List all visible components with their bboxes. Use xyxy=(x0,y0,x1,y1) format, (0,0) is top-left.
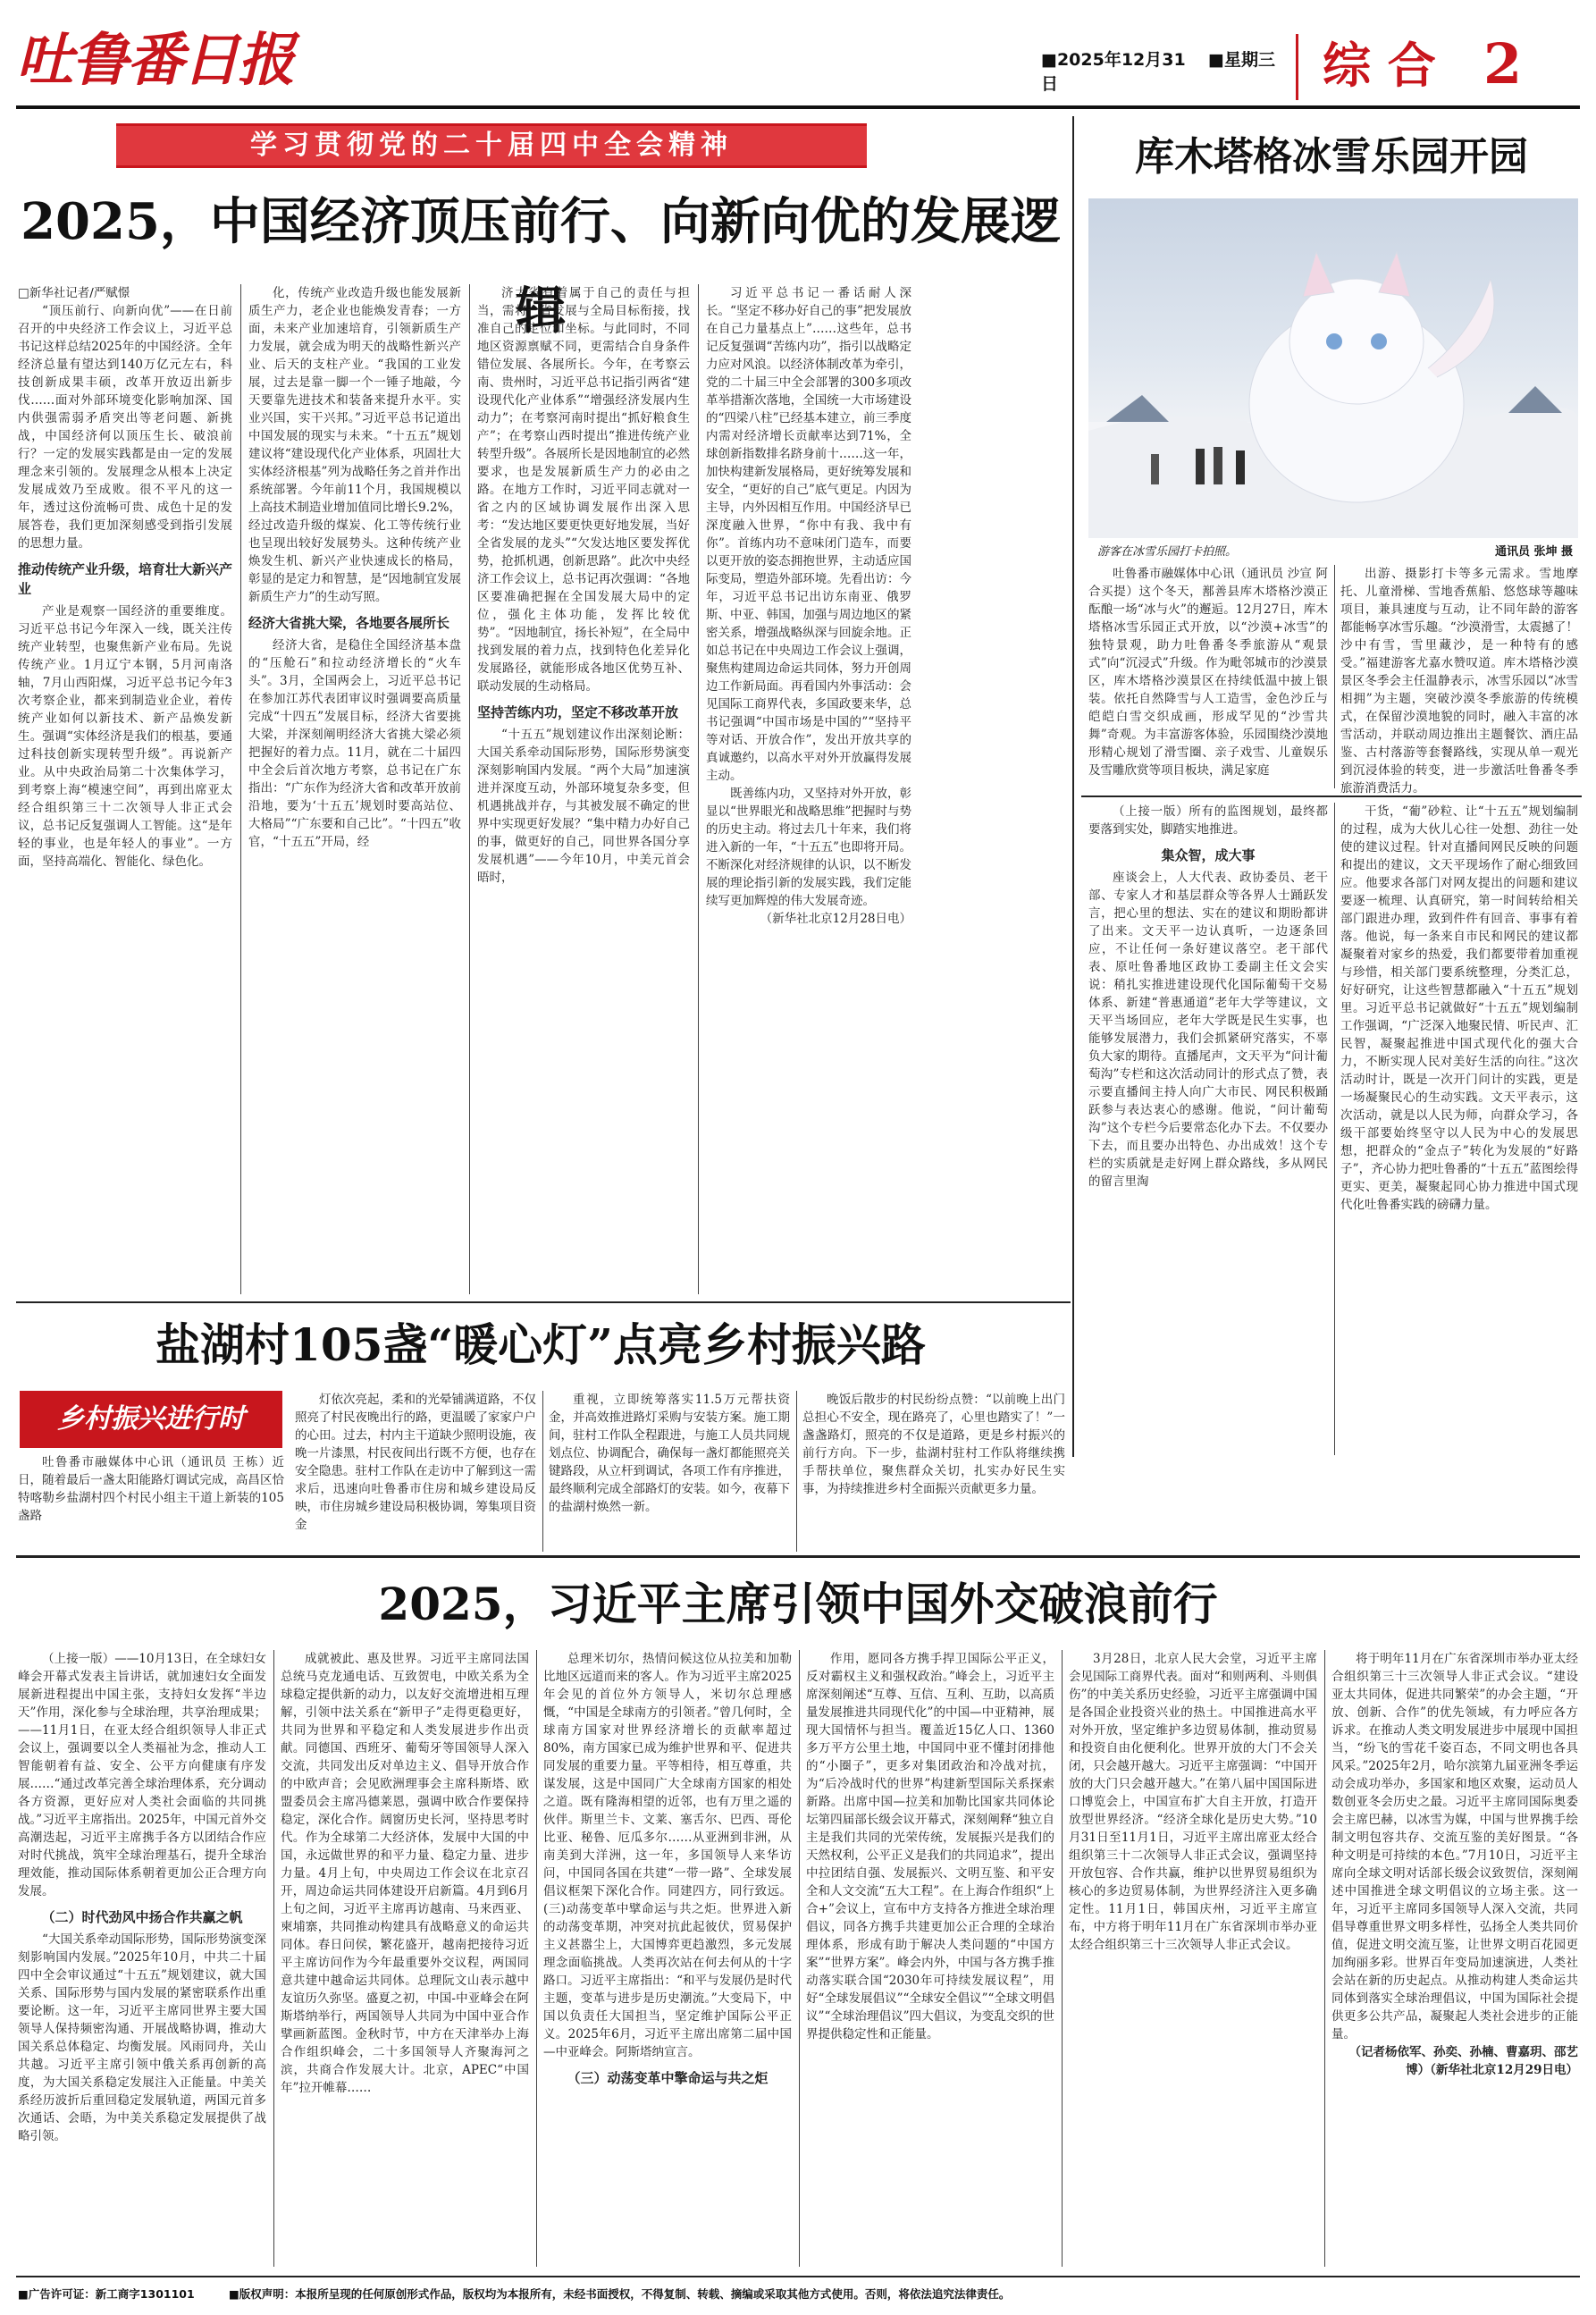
col-divider xyxy=(240,284,241,1294)
col-divider xyxy=(469,284,470,1294)
diplomacy-column-2 xyxy=(281,1650,529,2269)
copyright-notice: ■版权声明：本报所呈现的任何原创形式作品，版权均为本报所有，未经书面授权，不得复制、转载、摘编或采取其他方式使用。否则，将依法追究法律责任。 xyxy=(229,2287,1011,2301)
col-divider xyxy=(1062,1650,1063,2267)
section-rule xyxy=(16,1555,1580,1558)
snow-sculpture-illustration xyxy=(1088,198,1578,538)
col-divider xyxy=(542,1391,543,1552)
lead-subhead-3: 坚持苦练内功，坚定不移改革开放 xyxy=(477,704,679,720)
village-column-1 xyxy=(18,1453,284,1552)
footer-rule xyxy=(16,2276,1580,2277)
ice-photo xyxy=(1088,198,1578,538)
village-column-2 xyxy=(295,1391,536,1552)
village-column-3 xyxy=(549,1391,790,1552)
diplomacy-para-5: 作用，愿同各方携手捍卫国际公平正义，反对霸权主义和强权政治。”峰会上，习近平主席深刻阐述“互尊、互信、互利、互助，以高质量发展推进共同现代化”的中国—中亚精神，展现大国情怀与担当。覆盖近15亿人口、1360多万平方公里土地，中国同中亚不懂封闭排他的“小圈子”，更多对集团政治和冷战对抗，为“后冷战时代的世界”构建新型国际关系探索新路。出席中国—拉美和加勒比国家共同体论坛第四届部长级会议开幕式，深刻阐释“独立自主是我们共同的光荣传统，发展振兴是我们的天然权利，公平正义是我们的共同追求”，提出中拉团结自强、发展振兴、文明互鉴、和平安全和人文交流“五大工程”。在上海合作组织“上合+”会议上，宣布中方支持各方推进全球治理倡议，同各方携手共建更加公正合理的全球治理体系，形成有助于解决人类问题的“中国方案”“世界方案”。峰会内外，中国与各方携手推动落实联合国“2030年可持续发展议程”，用好“全球发展倡议”“全球安全倡议”“全球文明倡议”“全球治理倡议”四大倡议，为变乱交织的世界提供稳定性和正能量。 xyxy=(806,1652,1054,2041)
ad-license: ■广告许可证：新工商字1301101 xyxy=(18,2287,195,2301)
diplomacy-para-6: 3月28日，北京人民大会堂，习近平主席会见国际工商界代表。面对“和则两利、斗则俱伤”的中美关系历史经验，习近平主席强调中国是各国企业投资兴业的热土。中国推进高水平对外开放，坚定维护多边贸易体制，推动贸易和投资自由化便利化。世界开放的大门不会关闭，只会越开越大。习近平主席强调：“中国开放的大门只会越开越大。”在第八届中国国际进口博览会上，中国宣布扩大自主开放，打造开放型世界经济。“经济全球化是历史大势。”10月31日至11月1日，习近平主席出席亚太经合组织第三十二次领导人非正式会议，强调坚持开放包容、合作共赢，维护以世界贸易组织为核心的多边贸易体制，为世界经济注入更多确定性。11月1日，韩国庆州，习近平主席宣布，中方将于明年11月在广东省深圳市举办亚太经合组织第三十三次领导人非正式会议。 xyxy=(1069,1652,1317,1952)
ice-para-2: 出游、摄影打卡等多元需求。雪地摩托、儿童滑梯、雪地香蕉船、悠悠球等趣味项目，兼具速度与互动，让不同年龄的游客都能畅享冰雪乐趣。“沙漠滑雪，太震撼了！沙中有雪，雪里藏沙，是一种特有的感受。”福建游客尤嘉水赞叹道。库木塔格沙漠景区冬季会主任温静表示，冰雪乐园以“冰雪相拥”为主题，突破沙漠冬季旅游的传统模式，在保留沙漠地貌的同时，融入丰富的冰雪活动，并联动周边推出主题餐饮、酒庄品鉴、古村落游等套餐路线，实现从单一观光到沉浸体验的转变，进一步激活吐鲁番冬季旅游消费活力。 xyxy=(1340,567,1578,796)
issue-date: ■2025年12月31日 xyxy=(1041,50,1186,94)
diplomacy-column-6 xyxy=(1331,1650,1578,2269)
village-para-1: 吐鲁番市融媒体中心讯（通讯员 王栋）近日，随着最后一盏太阳能路灯调试完成，高昌区恰特喀勒乡盐湖村四个村民小组主干道上新装的105盏路 xyxy=(18,1455,284,1523)
diplomacy-subhead-1: （二）时代劲风中扬合作共赢之帆 xyxy=(41,1909,243,1925)
lead-headline: 2025，中国经济顶压前行、向新向优的发展逻辑 xyxy=(21,192,1061,341)
diplomacy-column-1 xyxy=(18,1650,266,2269)
lead-column-4 xyxy=(706,284,911,1296)
page-number: 2 xyxy=(1483,31,1523,97)
section-rule xyxy=(1081,796,1582,797)
diplomacy-para-2: “大国关系牵动国际形势，国际形势演变深刻影响国内发展。”2025年10月，中共二十届四中全会审议通过“十五五”规划建议，就大国关系、国际形势与国内发展的紧密联系作出重要论断。这一年，习近平主席同世界主要大国领导人保持频密沟通、开展战略协调，推动大国关系总体稳定、均衡发展。风雨同舟，关山共越。习近平主席引领中俄关系再创新的高度，为大国关系稳定发展注入正能量。中美关系经历波折后重回稳定发展轨道，两国元首多次通话、会晤，为中美关系稳定发展提供了战略引领。 xyxy=(18,1932,266,2143)
lead-column-1 xyxy=(18,284,232,1296)
people-column-1 xyxy=(1088,803,1328,1455)
col-divider xyxy=(698,284,699,1294)
diplomacy-para-1: （上接一版）——10月13日，在全球妇女峰会开幕式发表主旨讲话，就加速妇女全面发展新进程提出中国主张，支持妇女发挥“半边天”作用，深化参与全球治理，共享治理成果；——11月1日，在亚太经合组织领导人非正式会议上，强调要以全人类福祉为念，推动人工智能朝着有益、安全、公平方向健康有序发展……“通过改革完善全球治理体系，充分调动各方资源，更好应对人类社会面临的共同挑战。”习近平主席指出。2025年，中国元首外交高潮迭起，习近平主席携手各方以团结合作应对时代挑战，筑牢全球治理基石，提升全球治理效能，推动国际体系朝着更加公正合理方向发展。 xyxy=(18,1652,266,1898)
lead-para-8: 既善练内功，又坚持对外开放，彰显以“世界眼光和战略思维”把握时与势的历史主动。将过去几十年来，我们将进入新的一年，“十五五”也即将开局。不断深化对经济规律的认识，以不断发展的理论指引新的发展实践，我们定能续写更加辉煌的伟大发展奇迹。 xyxy=(706,787,911,908)
lead-column-3 xyxy=(477,284,690,1296)
section-divider xyxy=(1072,116,1074,1457)
diplomacy-headline: 2025，习近平主席引领中国外交破浪前行 xyxy=(378,1578,1218,1630)
col-divider xyxy=(1334,565,1335,788)
newspaper-logo: 吐鲁番日报 xyxy=(16,27,293,94)
diplomacy-column-4 xyxy=(806,1650,1054,2269)
section-rule xyxy=(16,1301,1071,1303)
lead-para-6: “十五五”规划建议作出深刻论断：大国关系牵动国际形势，国际形势演变深刻影响国内发展。“两个大局”加速演进并深度互动，外部环境复杂多变，但机遇挑战并存，与其被发展不确定的世界中实现更好发展？“集中精力办好自己的事，做更好的自己，同世界各国分享发展机遇”——今年10月，中美元首会晤时， xyxy=(477,728,690,885)
col-divider xyxy=(273,1650,274,2267)
col-divider xyxy=(796,1391,797,1552)
diplomacy-para-4: 总理米切尔，热情问候这位从拉美和加勒比地区远道而来的客人。作为习近平主席2025年会见的首位外方领导人，米切尔总理感慨，“中国是全球南方的引领者。”曾几何时，全球南方国家对世界经济增长的贡献率超过80%，南方国家已成为维护世界和平、促进共同发展的重要力量。平等相待，相互尊重，共谋发展，这是中国同广大全球南方国家的相处之道。既有隆海相望的近邻，也有万里之遥的伙伴。斯里兰卡、文莱、塞舌尔、巴西、哥伦比亚、秘鲁、厄瓜多尔……从亚洲到非洲，从南美到大洋洲，这一年，多国领导人来华访问，中国同各国在共建“一带一路”、全球发展倡议框架下深化合作。同建四方，同行致远。(三)动荡变革中擘命运与共之炬。世界进入新的动荡变革期，冲突对抗此起彼伏，贸易保护主义甚嚣尘上，大国博弈更趋激烈，多元发展理念面临挑战。人类再次站在何去何从的十字路口。习近平主席指出：“和平与发展仍是时代主题，变革与进步是历史潮流。”大变局下，中国以负责任大国担当，坚定维护国际公平正义。2025年6月，习近平主席出席第二届中国—中亚峰会。阿斯塔纳宣言。 xyxy=(543,1652,792,2059)
ice-photo-credit: 通讯员 张坤 摄 xyxy=(1494,545,1573,559)
village-para-3: 重视，立即统筹落实11.5万元帮扶资金，并高效推进路灯采购与安装方案。施工期间，驻村工作队全程跟进，与施工人员共同规划点位、协调配合，确保每一盏灯都能照亮关键路段，从立杆到调试，各项工作有序推进，最终顺利完成全部路灯的安装。如今，夜幕下的盐湖村焕然一新。 xyxy=(549,1393,790,1514)
diplomacy-para-3: 成就被此、惠及世界。习近平主席同法国总统马克龙通电话、互致贺电，中欧关系为全球稳定提供新的动力，以友好交流增进相互理解，引领中法关系在“新甲子”走得更稳更好，共同为世界和平稳定和人类发展进步作出贡献。同德国、西班牙、葡萄牙等国领导人深入交流，共同发出反对单边主义、倡导开放合作的中欧声音；会见欧洲理事会主席科斯塔、欧盟委员会主席冯德莱恩，强调中欧合作要保持稳定，深化合作。阔窗历史长河，坚持思考时代。作为全球第二大经济体，发展中大国的中国，永远做世界的和平力量、稳定力量、进步力量。4月上旬，中央周边工作会议在北京召开，周边命运共同体建设开启新篇。4月到6月上旬之间，习近平主席再访越南、马来西亚、柬埔寨，共同推动构建具有战略意义的命运共同体。春日问侯，繁花盛开，越南把接待习近平主席访问作为今年最重要外交议程，两国同意共建中越命运共同体。总理阮文山表示越中友谊历久弥坚。盛夏之初，中国-中亚峰会在阿斯塔纳举行，两国领导人共同为中国中亚合作擘画新蓝图。金秋时节，中方在天津举办上海合作组织峰会，二十多国领导人齐聚海河之滨，共商合作发展大计。北京，APEC“中国年”拉开帷幕…… xyxy=(281,1652,529,2095)
lead-credit: （新华社北京12月28日电） xyxy=(760,912,911,926)
lead-column-2 xyxy=(248,284,461,1296)
lead-para-4: 经济大省，是稳住全国经济基本盘的“压舱石”和拉动经济增长的“火车头”。3月，全国两会上，习近平总书记在参加江苏代表团审议时强调要高质量完成“十四五”发展目标，经济大省要挑大梁，并深刻阐明经济大省挑大梁必须把握好的着力点。11月，就在二十届四中全会后首次地方考察，总书记在广东指出：“广东作为经济大省和改革开放前沿地，要为‘十五五’规划时要高站位、大格局”“广东要和自己比”。“十四五”收官，“十五五”开局，经 xyxy=(248,638,461,849)
masthead xyxy=(0,0,1596,107)
col-divider xyxy=(799,1650,800,2267)
ice-column-1 xyxy=(1088,565,1328,788)
village-column-4 xyxy=(802,1391,1065,1552)
lead-para-7: 习近平总书记一番话耐人深长。“坚定不移办好自己的事”把发展放在自己力量基点上”……这些年，总书记反复强调“苦练内功”，指引以战略定力应对风浪。以经济体制改革为牵引，党的二十届三中全会部署的300多项改革举措渐次落地，全国统一大市场建设的“四梁八柱”已经基本建立，前三季度内需对经济增长贡献率达到71%，全球创新指数排名跻身前十……这一年，加快构建新发展格局，更好统筹发展和安全，“更好的自己”底气更足。内因为主导，内外因相互作用。中国经济早已深度融入世界，“你中有我、我中有你”。首练内功不意味闭门造车，而要以更开放的姿态拥抱世界，主动适应国际变局，塑造外部环境。先看出访：今年，习近平总书记出访东南亚、俄罗斯、中亚、韩国，加强与周边地区的紧密关系，增强战略纵深与回旋余地。正如总书记在中央周边工作会议上强调，聚焦构建周边命运共同体，努力开创周边工作新局面。再看国内外事活动：会见国际工商界代表，多国政要来华，总书记强调“中国市场是中国的”“坚持平等对话、开放合作”，发出开放共享的真诚邀约，以高水平对外开放赢得发展主动。 xyxy=(706,286,911,783)
diplomacy-para-7: 将于明年11月在广东省深圳市举办亚太经合组织第三十三次领导人非正式会议。“建设亚太共同体，促进共同繁荣”的办会主题，“开放、创新、合作”的优先领域，有力呼应各方诉求。在推动人类文明发展进步中展现中国担当，“纷飞的雪花千姿百态，不同文明也各具风采。”2025年2月，哈尔滨第九届亚洲冬季运动会成功举办，多国家和地区欢聚，运动员人数创亚冬会历史之最。习近平主席同国际奥委会主席巴赫，以冰雪为媒，中国与世界携手绘制文明包容共存、交流互鉴的美好图景。“各种文明是可持续的本色。”7月10日，习近平主席向全球文明对话部长级会议致贺信，深刻阐述中国推进全球文明倡议的立场主张。这一年，习近平主席同多国领导人深入交流，共同倡导尊重世界文明多样性，弘扬全人类共同价值，促进文明交流互鉴，让世界文明百花园更加绚丽多彩。世界百年变局加速演进，人类社会站在新的历史起点。从推动构建人类命运共同体到落实全球治理倡议，中国为国际社会提供更多公共产品，凝聚起人类社会进步的正能量。 xyxy=(1331,1652,1578,2041)
header-rule xyxy=(16,105,1580,109)
col-divider xyxy=(1324,1650,1325,2267)
people-para-1: 座谈会上，人大代表、政协委员、老干部、专家人才和基层群众等各界人士踊跃发言，把心里的想法、实在的建议和期盼都讲了出来。文天平一边认真听，一边逐条回应，不让任何一条好建议落空。老干部代表、原吐鲁番地区政协工委副主任文会实说：稍扎实推进建设现代化国际葡萄干交易体系、新建“普惠通道”老年大学等建议，文天平当场回应，老年大学既是民生实事，也能够发展潜力，我们会抓紧研究落实，不辜负大家的期待。直播尾声，文天平为“问计葡萄沟”专栏和这次活动同计的形式点了赞，表示要直播间主持人向广大市民、网民积极踊跃参与表达衷心的感谢。他说，“问计葡萄沟”这个专栏今后要常态化办下去。不仅要办下去，而且要办出特色、办出成效！这个专栏的实质就是走好网上群众路线，多从网民的留言里淘 xyxy=(1088,871,1328,1189)
lead-para-5: 济大省有着属于自己的责任与担当，需将一省发展与全局目标衔接，找准自己的定位和坐标。与此同时，不同地区资源禀赋不同，更需结合自身条件错位发展、各展所长。今年，在考察云南、贵州时，习近平总书记指引两省“建设现代化产业体系”“增强经济发展内生动力”；在考察河南时提出“抓好粮食生产”；在考察山西时提出“推进传统产业转型升级”。各展所长是因地制宜的必然要求，也是发展新质生产力的必由之路。在地方工作时，习近平同志就对一省之内的区域协调发展作出深入思考：“发达地区要更快更好地发展，当好全省发展的龙头”“欠发达地区要发挥优势，抢抓机遇，创新思路”。此次中央经济工作会议上，总书记再次强调：“各地区要准确把握在全国发展大局中的定位，强化主体功能，发挥比较优势”。“因地制宜，扬长补短”，在全局中找到发展的着力点，找到特色化差异化发展路径，就能形成各地区优势互补、联动发展的生动格局。 xyxy=(477,286,690,694)
ice-para-1: 吐鲁番市融媒体中心讯（通讯员 沙宣 阿合买提）这个冬天，鄯善县库木塔格沙漠正酝酿一场“冰与火”的邂逅。12月27日，库木塔格冰雪乐园正式开放，以“沙漠+冰雪”的独特景观，助力吐鲁番冬季旅游从“观景式”向“沉浸式”升级。作为毗邻城市的沙漠景区，库木塔格沙漠景区在持续低温中披上银装。依托自然降雪与人工造雪，金色沙丘与皑皑白雪交织成画，形成罕见的“沙雪共舞”奇观。为丰富游客体验，乐园围绕沙漠地形精心规划了滑雪圈、亲子戏雪、儿童娱乐及雪雕欣赏等项目板块，满足家庭 xyxy=(1088,567,1328,778)
village-headline: 盐湖村105盏“暖心灯”点亮乡村振兴路 xyxy=(155,1318,926,1371)
diplomacy-credit: （记者杨依军、孙奕、孙楠、曹嘉玥、邵艺博）（新华社北京12月29日电） xyxy=(1348,2045,1578,2077)
diplomacy-column-5 xyxy=(1069,1650,1317,2269)
ice-column-2 xyxy=(1340,565,1578,796)
special-banner xyxy=(116,123,867,168)
ice-headline: 库木塔格冰雪乐园开园 xyxy=(1135,134,1528,180)
village-para-4: 晚饭后散步的村民纷纷点赞：“以前晚上出门总担心不安全，现在路亮了，心里也踏实了！”一盏盏路灯，照亮的不仅是道路，更是乡村振兴的前行方向。下一步，盐湖村驻村工作队将继续携手帮扶单位，聚焦群众关切，扎实办好民生实事，为持续推进乡村全面振兴贡献更多力量。 xyxy=(802,1393,1065,1496)
people-column-2 xyxy=(1340,803,1578,1455)
lead-byline: □新华社记者/严赋憬 xyxy=(18,286,130,300)
ice-photo-caption: 游客在冰雪乐园打卡拍照。 xyxy=(1097,545,1238,559)
diplomacy-column-3 xyxy=(543,1650,792,2269)
village-tag-box xyxy=(20,1391,282,1448)
village-para-2: 灯依次亮起，柔和的光晕铺满道路，不仅照亮了村民夜晚出行的路，更温暖了家家户户的心田。过去，村内主干道缺少照明设施，夜晚一片漆黑，村民夜间出行既不方便，也存在安全隐患。驻村工作队在走访中了解到这一需求后，迅速向吐鲁番市住房和城乡建设局反映，市住房城乡建设局积极协调，筹集项目资金 xyxy=(295,1393,536,1532)
col-divider xyxy=(1334,803,1335,1455)
lead-para-2: 产业是观察一国经济的重要维度。习近平总书记今年深入一线，既关注传统产业转型，也聚焦新产业布局。先说传统产业。1月辽宁本钢，5月河南洛轴，7月山西阳煤，习近平总书记今年3次考察企业，都来到制造业企业，着传统产业如何以新技术、新产品焕发新生。强调“实体经济是我们的根基，要通过科技创新实现转型升级”。再说新产业。从中央政治局第二十次集体学习，到考察上海“模速空间”，再到出席亚太经合组织第三十二次领导人非正式会议，总书记反复强调人工智能。这“是年轻的事业，也是年轻人的事业”。一方面，坚持高端化、智能化、绿色化。 xyxy=(18,604,232,869)
village-tag-text: 乡村振兴进行时 xyxy=(57,1403,245,1435)
people-intro: （上接一版）所有的监图规划，最终都要落到实处，脚踏实地推进。 xyxy=(1088,804,1328,837)
col-divider xyxy=(536,1650,537,2267)
people-para-2: 干货，“葡”砂粒、让“十五五”规划编制的过程，成为大伙儿心往一处想、劲往一处使的建议过程。针对直播间网民反映的问题和提出的建议，文天平现场作了耐心细致回应。他要求各部门对网友提出的问题和建议要逐一梳理、认真研究，第一时间转给相关部门跟进办理，致到件件有回音、事事有着落。他说，每一条来自市民和网民的建议都凝聚着对家乡的热爱，我们都要带着加重视与珍惜，相关部门要系统整理，分类汇总，好好研究，让这些智慧都融入“十五五”规划里。习近平总书记就做好“十五五”规划编制工作强调，“广泛深入地聚民情、听民声、汇民智，凝聚起推进中国式现代化的强大合力，不断实现人民对美好生活的向往。”这次活动时计，既是一次开门问计的实践，更是一场凝聚民心的生动实践。文天平表示，这次活动，就是以人民为师，向群众学习，各级干部要始终坚守以人民为中心的发展思想，把群众的“金点子”转化为发展的“好路子”，齐心协力把吐鲁番的“十五五”蓝图绘得更实、更美，凝聚起同心协力推进中国式现代化吐鲁番实践的磅礴力量。 xyxy=(1340,804,1578,1212)
diplomacy-subhead-2: （三）动荡变革中擎命运与共之炬 xyxy=(567,2070,769,2086)
lead-subhead-1: 推动传统产业升级，培育壮大新兴产业 xyxy=(18,561,233,597)
header-divider xyxy=(1296,34,1298,100)
lead-subhead-2: 经济大省挑大梁，各地要各展所长 xyxy=(248,615,450,631)
lead-para-3: 化，传统产业改造升级也能发展新质生产力，老企业也能焕发青春；一方面，未来产业加速培育，引领新质生产力发展，就会成为明天的战略性新兴产业、后天的支柱产业。“我国的工业发展，过去是靠一脚一个一锤子地敲，今天要靠先进技术和装备来提升水平。实业兴国，实干兴邦。”习近平总书记道出中国发展的现实与未来。“十五五”规划建议将“建设现代化产业体系，巩固壮大实体经济根基”列为战略任务之首并作出系统部署。今年前11个月，我国规模以上高技术制造业增加值同比增长9.2%，经过改造升级的煤炭、化工等传统行业也呈现出较好发展势头。这种传统产业焕发生机、新兴产业快速成长的格局，彰显的是定力和智慧，是“因地制宜发展新质生产力”的生动写照。 xyxy=(248,286,461,604)
people-subhead: 集众智，成大事 xyxy=(1161,847,1256,863)
special-banner-text: 学习贯彻党的二十届四中全会精神 xyxy=(250,130,733,161)
section-name: 综 合 xyxy=(1323,37,1436,94)
issue-weekday: ■星期三 xyxy=(1208,50,1275,70)
lead-para-1: “顶压前行、向新向优”——在日前召开的中央经济工作会议上，习近平总书记这样总结2025年的中国经济。全年经济总量有望达到140万亿元左右，科技创新成果丰硕，改革开放迈出新步伐……面对外部环境变化影响加深、国内供强需弱矛盾突出等老问题、新挑战，中国经济何以顶压生长、破浪前行？一定的发展实践都是由一定的发展理念来引领的。发展理念从根本上决定发展成效乃至成败。很不平凡的这一年，透过这份流畅可贵、成色十足的发展答卷，我们更加深刻感受到指引发展的思想力量。 xyxy=(18,304,232,551)
